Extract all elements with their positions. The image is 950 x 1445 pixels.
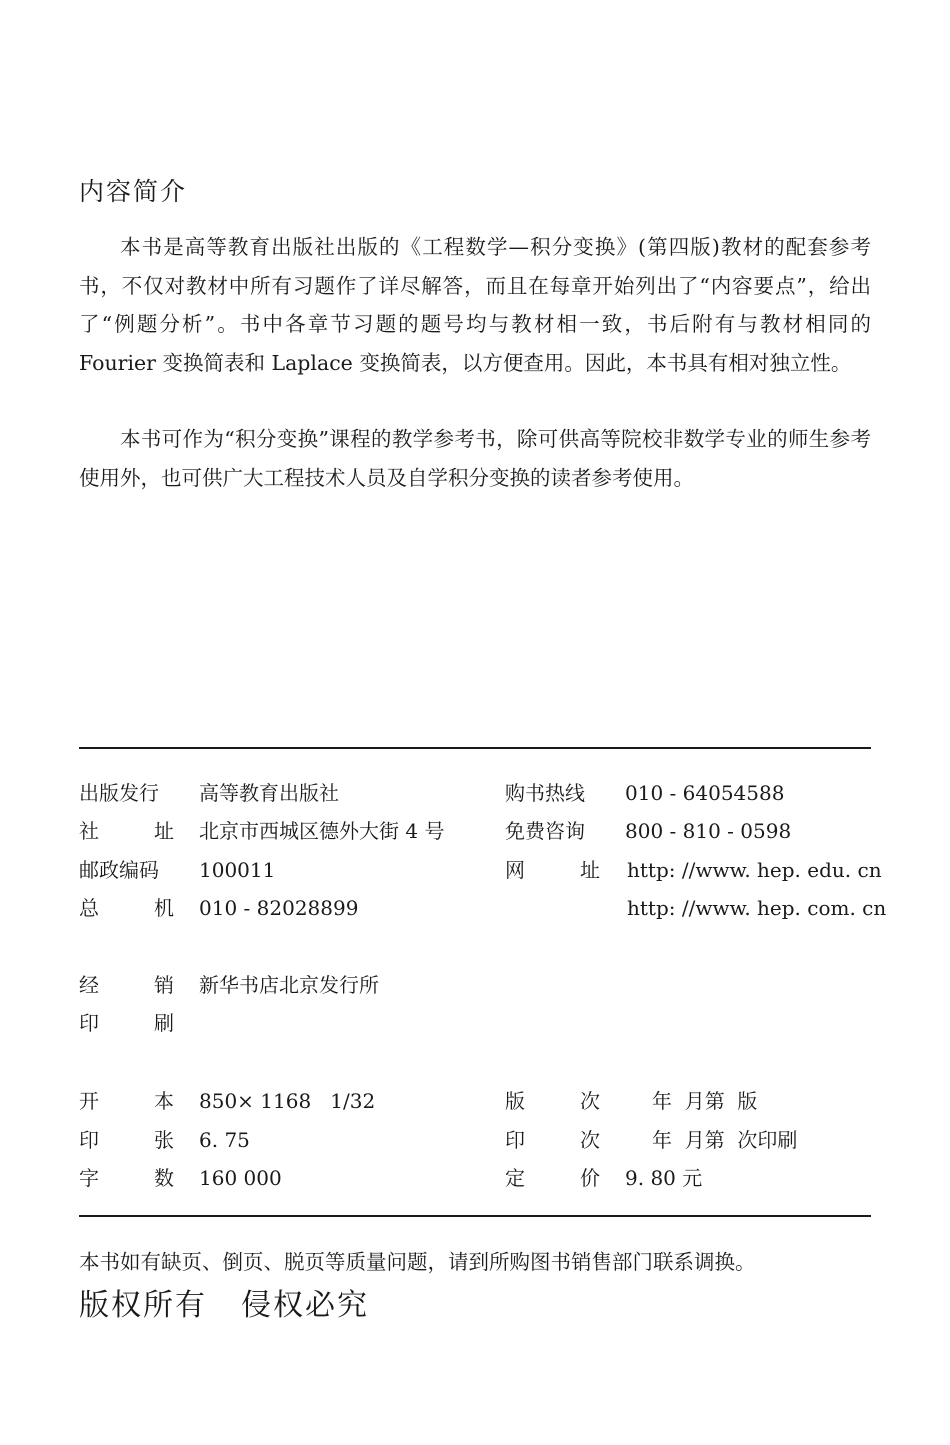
price-label-1: 定 [505, 1166, 525, 1190]
distributor-value: 新华书店北京发行所 [199, 973, 379, 997]
distributor-label-2: 销 [154, 973, 174, 997]
words-value: 160 000 [199, 1166, 282, 1190]
printer-label-1: 印 [79, 1011, 99, 1035]
consult-value: 800 - 810 - 0598 [625, 819, 792, 843]
distributor-label-1: 经 [79, 973, 99, 997]
printing-label [505, 1127, 600, 1153]
format-value: 850× 1168 1/32 [199, 1089, 376, 1113]
publisher-value: 高等教育出版社 [199, 781, 339, 805]
postcode-value: 100011 [199, 858, 276, 882]
format-label-2: 本 [154, 1089, 174, 1113]
consult-label [505, 818, 600, 844]
words-label-2: 数 [154, 1166, 174, 1190]
distributor-label [79, 972, 174, 998]
intro-title: 内容简介 [79, 177, 188, 206]
printing-value: 年 月第 次印刷 [652, 1128, 798, 1152]
intro-paragraph-2 [79, 420, 871, 497]
words-label-1: 字 [79, 1166, 99, 1190]
intro-paragraph-1-text: 本书是高等教育出版社出版的《工程数学—积分变换》(第四版)教材的配套参考书，不仅对教材中所有习题作了详尽解答，而且在每章开始列出了“内容要点”，给出了“例题分析”。书中各章节习题的题号均与教材相一致，书后附有与教材相同的 Fourier 变换简表和 Laplace 变换简表，以方便查用。因此，本书具有相对独立性。 [79, 235, 871, 375]
sheets-label-1: 印 [79, 1128, 99, 1152]
quality-notice: 本书如有缺页、倒页、脱页等质量问题，请到所购图书销售部门联系调换。 [79, 1250, 756, 1274]
edition-label-2: 次 [580, 1089, 600, 1113]
edition-label [505, 1088, 600, 1114]
copyright-reserved: 版权所有 [79, 1288, 207, 1323]
printer-label [79, 1010, 174, 1036]
address-label-1: 社 [79, 819, 99, 843]
printing-label-1: 印 [505, 1128, 525, 1152]
intro-paragraph-1 [79, 228, 871, 382]
address-value: 北京市西城区德外大街 4 号 [199, 819, 445, 843]
website-label [505, 857, 600, 883]
website-value-1: http: //www. hep. edu. cn [627, 858, 882, 882]
sheets-value: 6. 75 [199, 1128, 250, 1152]
postcode-label [79, 857, 174, 883]
publisher-label-text: 出版发行 [79, 781, 159, 805]
copyright-notice [79, 1280, 369, 1324]
colophon-top-rule [79, 747, 871, 749]
price-label-2: 价 [580, 1166, 600, 1190]
printer-label-2: 刷 [154, 1011, 174, 1035]
address-label [79, 818, 174, 844]
switchboard-value: 010 - 82028899 [199, 896, 359, 920]
edition-label-1: 版 [505, 1089, 525, 1113]
edition-value: 年 月第 版 [652, 1089, 758, 1113]
hotline-label [505, 780, 600, 806]
intro-paragraph-2-text: 本书可作为“积分变换”课程的教学参考书，除可供高等院校非数学专业的师生参考使用外，也可供广大工程技术人员及自学积分变换的读者参考使用。 [79, 427, 871, 490]
website-label-2: 址 [580, 858, 600, 882]
consult-label-text: 免费咨询 [505, 819, 585, 843]
hotline-label-text: 购书热线 [505, 781, 585, 805]
copyright-infringement: 侵权必究 [241, 1288, 369, 1323]
switchboard-label [79, 895, 174, 921]
publisher-label [79, 780, 174, 806]
website-value-2: http: //www. hep. com. cn [627, 896, 887, 920]
colophon-bottom-rule [79, 1215, 871, 1217]
sheets-label-2: 张 [154, 1128, 174, 1152]
words-label [79, 1165, 174, 1191]
format-label [79, 1088, 174, 1114]
sheets-label [79, 1127, 174, 1153]
address-label-2: 址 [154, 819, 174, 843]
price-label [505, 1165, 600, 1191]
website-label-1: 网 [505, 858, 525, 882]
hotline-value: 010 - 64054588 [625, 781, 785, 805]
format-label-1: 开 [79, 1089, 99, 1113]
postcode-label-text: 邮政编码 [79, 858, 159, 882]
switchboard-label-1: 总 [79, 896, 99, 920]
price-value: 9. 80 元 [625, 1166, 703, 1190]
printing-label-2: 次 [580, 1128, 600, 1152]
switchboard-label-2: 机 [154, 896, 174, 920]
